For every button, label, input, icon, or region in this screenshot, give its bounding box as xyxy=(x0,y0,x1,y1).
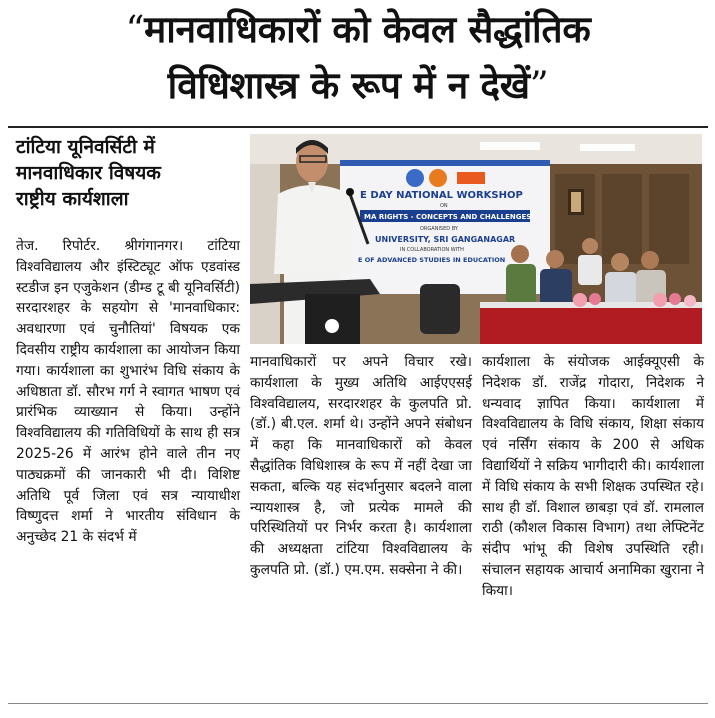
subhead-line-1: टांटिया यूनिवर्सिटी में xyxy=(16,136,155,158)
headline-text-1: मानवाधिकारों को केवल सैद्धांतिक xyxy=(144,8,591,51)
banner-line-3: MA RIGHTS - CONCEPTS AND CHALLENGES" xyxy=(364,213,535,221)
banner-line-2: ON xyxy=(440,203,448,209)
subhead-line-2: मानवाधिकार विषयक xyxy=(16,162,161,184)
banner-line-1: E DAY NATIONAL WORKSHOP xyxy=(360,190,523,201)
event-photo-illustration xyxy=(250,134,702,344)
headline-line-1 xyxy=(8,2,708,58)
subhead-line-3: राष्ट्रीय कार्यशाला xyxy=(16,188,129,210)
headline-divider xyxy=(8,126,708,128)
article-column-2: मानवाधिकारों पर अपने विचार रखे। कार्यशाला के मुख्य अतिथि आईएएसई विश्वविद्यालय, सरदारशहर के कुलपति प्रो. (डॉ.) बी.एल. शर्मा थे। उन्होंने अपने संबोधन में कहा कि मानवाधिकारों को केवल सैद्धांतिक विधिशास्त्र के रूप में नहीं देखा जा सकता, बल्कि यह संदर्भानुसार बदलने वाला न्यायशास्त्र है, जो प्रत्येक मामले की परिस्थितियों पर निर्भर करता है। कार्यशाला की अध्यक्षता टांटिया विश्वविद्यालय के कुलपति प्रो. (डॉ.) एम.एम. सक्सेना ने की। xyxy=(250,354,472,578)
open-quote: “ xyxy=(125,8,145,51)
headline-text-2: विधिशास्त्र के रूप में न देखें xyxy=(167,64,530,107)
event-photo xyxy=(250,134,702,344)
banner-line-4: ORGANISED BY xyxy=(420,226,458,232)
banner-line-5: UNIVERSITY, SRI GANGANAGAR xyxy=(375,235,516,244)
subheadline xyxy=(16,134,242,212)
banner-line-7: E OF ADVANCED STUDIES IN EDUCATION xyxy=(358,256,506,264)
bottom-divider xyxy=(8,703,708,704)
headline-line-2 xyxy=(8,58,708,114)
close-quote: ” xyxy=(529,64,549,107)
banner-line-6: IN COLLABORATION WITH xyxy=(400,247,464,253)
headline xyxy=(8,2,708,114)
article-column-1: तेज. रिपोर्टर. श्रीगंगानगर। टांटिया विश्वविद्यालय और इंस्टिट्यूट ऑफ एडवांस्ड स्टडीज इन एजुकेशन (डीम्ड टू बी यूनिवर्सिटी) सरदारशहर के सहयोग से 'मानवाधिकार: अवधारणा एवं चुनौतियां' विषयक एक दिवसीय राष्ट्रीय कार्यशाला का आयोजन किया गया। कार्यशाला का शुभारंभ विधि संकाय के अधिष्ठाता डॉ. सौरभ गर्ग ने स्वागत भाषण एवं प्रारंभिक व्याख्यान से किया। उन्होंने विश्वविद्यालय की गतिविधियों के साथ ही सत्र 2025-26 में आरंभ होने वाले तीन नए पाठ्यक्रमों की जानकारी भी दी। विशिष्ट अतिथि पूर्व जिला एवं सत्र न्यायाधीश विष्णुदत्त शर्मा ने भारतीय संविधान के अनुच्छेद 21 के संदर्भ में xyxy=(16,238,240,546)
article-column-3: कार्यशाला के संयोजक आईक्यूएसी के निदेशक डॉ. राजेंद्र गोदारा, निदेशक ने धन्यवाद ज्ञापित किया। कार्यशाला में विश्वविद्यालय के विधि संकाय, शिक्षा संकाय एवं नर्सिंग संकाय के 200 से अधिक विद्यार्थियों ने सक्रिय भागीदारी की। कार्यशाला में विधि संकाय के सभी शिक्षक उपस्थित रहे। साथ ही डॉ. विशाल छाबड़ा एवं डॉ. रामलाल राठी (कौशल विकास विभाग) तथा लेफ्टिनेंट संदीप भांभू की विशेष उपस्थिति रही। संचालन सहायक आचार्य अनामिका खुराना ने किया। xyxy=(482,354,704,599)
